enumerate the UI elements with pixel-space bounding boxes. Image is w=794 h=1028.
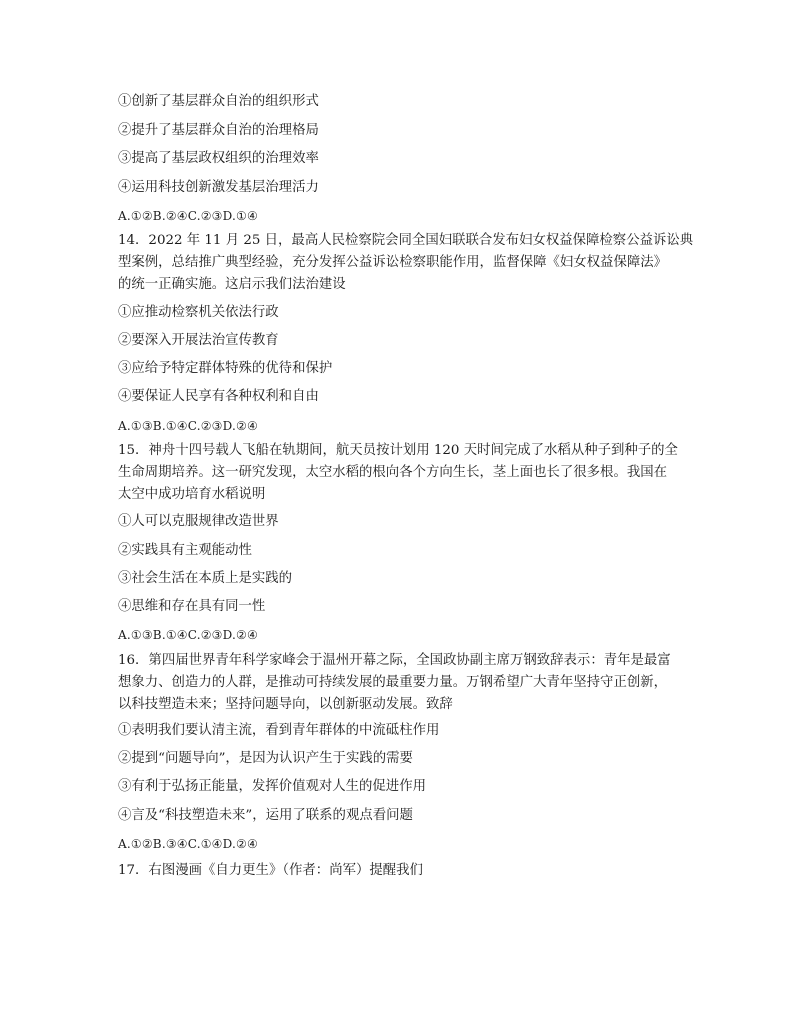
q13-option-4: ④运用科技创新激发基层治理活力 (118, 180, 319, 195)
q16-stem-line-2: 想象力、创造力的人群，是推动可持续发展的最重要力量。万钢希望广大青年坚持守正创新， (118, 675, 668, 690)
q14-stem-line-2: 型案例，总结推广典型经验，充分发挥公益诉讼检察职能作用，监督保障《妇女权益保障法》 (118, 255, 668, 270)
q16-option-1: ①表明我们要认清主流，看到青年群体的中流砥柱作用 (118, 723, 440, 738)
q15-stem-line-2: 生命周期培养。这一研究发现，太空水稻的根向各个方向生长，茎上面也长了很多根。我国在 (118, 465, 668, 480)
q14-stem (118, 230, 694, 296)
q16-option-4: ④言及“科技塑造未来”，运用了联系的观点看问题 (118, 808, 413, 823)
q14-stem-line-1: 14．2022 年 11 月 25 日，最高人民检察院会同全国妇联联合发布妇女权益保障检察公益诉讼典 (118, 233, 694, 248)
q13-option-2: ②提升了基层群众自治的治理格局 (118, 123, 319, 138)
q14-option-4: ④要保证人民享有各种权利和自由 (118, 389, 319, 404)
q15-option-3: ③社会生活在本质上是实践的 (118, 571, 293, 586)
q16-option-2: ②提到“问题导向”，是因为认识产生于实践的需要 (118, 751, 413, 766)
q16-option-3: ③有利于弘扬正能量，发挥价值观对人生的促进作用 (118, 779, 426, 794)
q14-stem-line-3: 的统一正确实施。这启示我们法治建设 (118, 277, 346, 292)
q13-answer-choices: A.①②B.②④C.②③D.①④ (118, 209, 258, 223)
q16-stem (118, 650, 678, 716)
q16-stem-line-3: 以科技塑造未来；坚持问题导向，以创新驱动发展。致辞 (118, 697, 453, 712)
q14-option-3: ③应给予特定群体特殊的优待和保护 (118, 361, 333, 376)
q15-answer-choices: A.①③B.①④C.②③D.②④ (118, 628, 258, 642)
q15-option-4: ④思维和存在具有同一性 (118, 599, 266, 614)
q17-stem: 17．右图漫画《自力更生》（作者：尚军）提醒我们 (118, 863, 423, 878)
q14-option-2: ②要深入开展法治宣传教育 (118, 333, 279, 348)
q13-option-3: ③提高了基层政权组织的治理效率 (118, 151, 319, 166)
q15-stem-line-3: 太空中成功培育水稻说明 (118, 487, 266, 502)
q14-option-1: ①应推动检察机关依法行政 (118, 305, 279, 320)
q16-answer-choices: A.①②B.③④C.①④D.②④ (118, 837, 258, 851)
q15-option-2: ②实践具有主观能动性 (118, 543, 252, 558)
q15-stem (118, 440, 678, 506)
q14-answer-choices: A.①③B.①④C.②③D.②④ (118, 419, 258, 433)
q13-option-1: ①创新了基层群众自治的组织形式 (118, 94, 319, 109)
q15-stem-line-1: 15．神舟十四号载人飞船在轨期间，航天员按计划用 120 天时间完成了水稻从种子到种子的全 (118, 443, 678, 458)
q16-stem-line-1: 16．第四届世界青年科学家峰会于温州开幕之际，全国政协副主席万钢致辞表示：青年是最富 (118, 653, 671, 668)
q15-option-1: ①人可以克服规律改造世界 (118, 514, 279, 529)
